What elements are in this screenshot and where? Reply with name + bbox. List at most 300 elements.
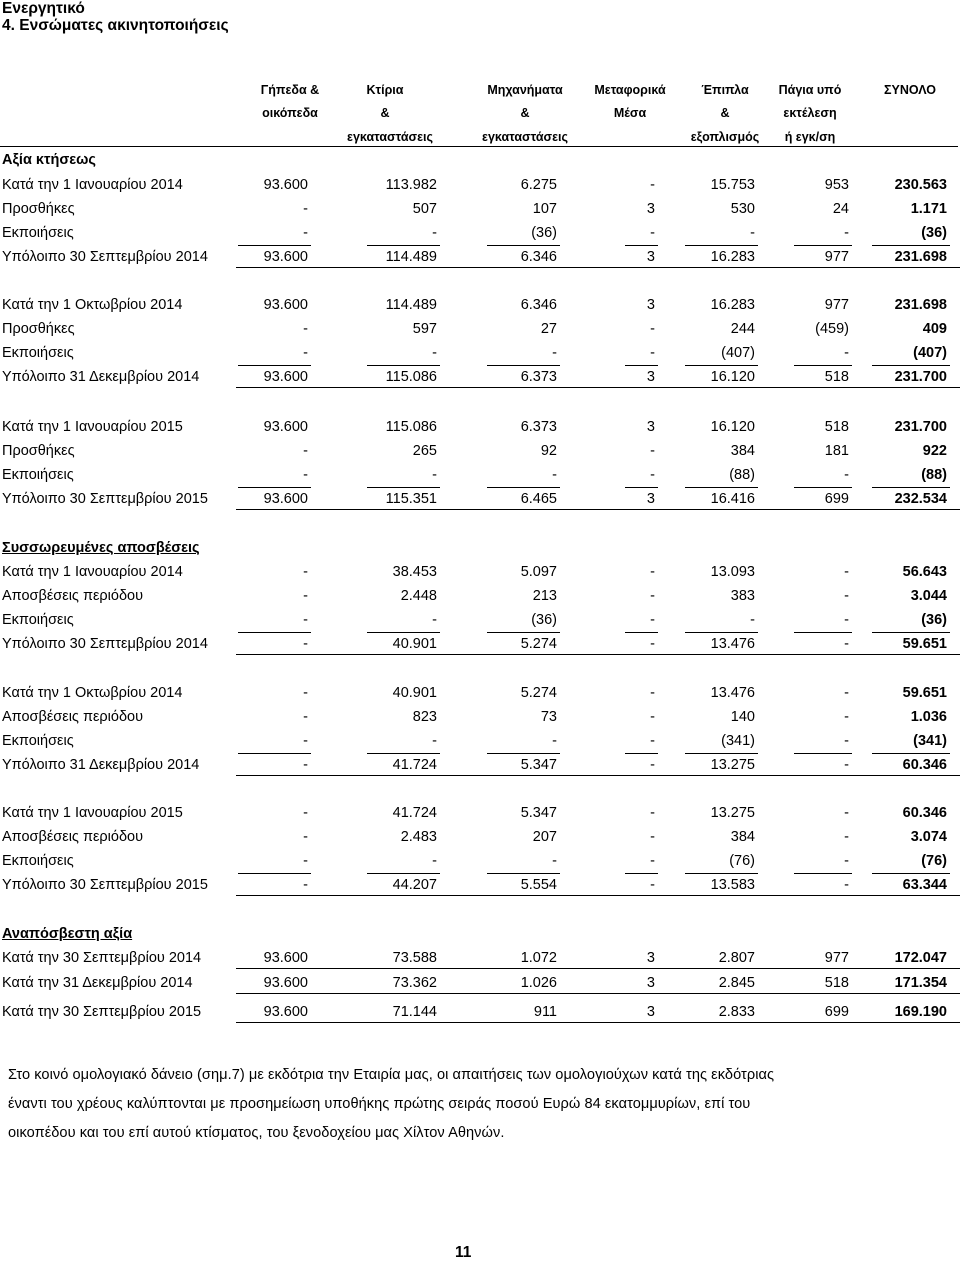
row-cell-value: 244 (730, 321, 755, 337)
row-cell-value: - (432, 345, 437, 361)
row-total-value: 1.171 (910, 201, 947, 217)
balance-rule (236, 509, 960, 510)
row-cell-value: - (303, 443, 308, 459)
subtotal-rule (367, 245, 440, 246)
subtotal-rule (487, 632, 560, 633)
table-row (0, 248, 960, 270)
row-cell-value: 911 (533, 1004, 557, 1020)
row-cell-value: 16.416 (710, 491, 755, 507)
row-cell-value: 73.588 (392, 950, 437, 966)
row-cell-value: - (303, 757, 308, 773)
row-cell-value: - (303, 877, 308, 893)
balance-rule (236, 654, 960, 655)
row-cell-value: 13.275 (710, 805, 755, 821)
row-cell-value: - (303, 225, 308, 241)
row-total-value: (36) (921, 225, 947, 241)
subtotal-rule (872, 873, 950, 874)
row-cell-value: 518 (824, 369, 849, 385)
row-total-value: 231.698 (894, 249, 947, 265)
row-cell-value: 41.724 (392, 757, 437, 773)
row-cell-value: 115.086 (385, 419, 437, 435)
row-cell-value: 40.901 (392, 636, 437, 652)
row-cell-value: 2.483 (400, 829, 437, 845)
subtotal-rule (872, 365, 950, 366)
row-cell-value: (407) (721, 345, 755, 361)
subtotal-rule (685, 753, 758, 754)
row-cell-value: - (303, 853, 308, 869)
row-cell-value: - (432, 225, 437, 241)
row-total-value: (88) (921, 467, 947, 483)
row-cell-value: (459) (815, 321, 849, 337)
row-cell-value: - (844, 733, 849, 749)
col-header-land-2: οικόπεδα (262, 106, 318, 120)
row-label: Αποσβέσεις περιόδου (2, 709, 144, 725)
row-total-value: 409 (922, 321, 947, 337)
row-cell-value: 41.724 (392, 805, 437, 821)
col-header-construction-3: ή εγκ/ση (784, 130, 836, 144)
row-label: Προσθήκες (2, 443, 75, 459)
row-cell-value: 13.275 (710, 757, 755, 773)
row-label: Αποσβέσεις περιόδου (2, 588, 144, 604)
row-total-value: 231.698 (894, 297, 947, 313)
section-net-book-heading: Αναπόσβεστη αξία (2, 926, 133, 942)
row-total-value: 3.044 (910, 588, 947, 604)
row-cell-value: - (303, 588, 308, 604)
row-cell-value: 384 (730, 829, 755, 845)
row-cell-value: 3 (646, 297, 655, 313)
subtotal-rule (685, 245, 758, 246)
row-cell-value: - (650, 177, 655, 193)
col-header-buildings-3: εγκαταστάσεις (347, 130, 433, 144)
row-cell-value: - (303, 201, 308, 217)
row-total-value: 56.643 (902, 564, 947, 580)
page-number: 11 (455, 1244, 472, 1261)
row-label: Κατά την 1 Οκτωβρίου 2014 (2, 297, 183, 313)
row-cell-value: - (844, 757, 849, 773)
row-cell-value: 40.901 (392, 685, 437, 701)
row-cell-value: 71.144 (392, 1004, 437, 1020)
row-cell-value: 3 (646, 419, 655, 435)
row-cell-value: 3 (646, 249, 655, 265)
row-cell-value: 3 (646, 975, 655, 991)
subtotal-rule (625, 873, 658, 874)
row-cell-value: - (432, 467, 437, 483)
row-cell-value: 213 (532, 588, 557, 604)
row-cell-value: - (650, 877, 655, 893)
col-header-vehicles-2: Μέσα (613, 106, 647, 120)
row-total-value: 60.346 (902, 805, 947, 821)
table-row (0, 442, 960, 464)
row-cell-value: 114.489 (385, 249, 437, 265)
row-label: Κατά την 1 Ιανουαρίου 2014 (2, 177, 183, 193)
subtotal-rule (685, 487, 758, 488)
subtotal-rule (625, 245, 658, 246)
col-header-buildings-2: & (380, 106, 390, 120)
row-cell-value: - (844, 709, 849, 725)
row-cell-value: 5.347 (520, 805, 557, 821)
row-total-value: 231.700 (894, 419, 947, 435)
note-line-3: οικοπέδου και του επί αυτού κτίσματος, του ξενοδοχείου μας Χίλτον Αθηνών. (8, 1125, 505, 1141)
table-row (0, 974, 960, 996)
row-cell-value: 3 (646, 369, 655, 385)
row-label: Κατά την 30 Σεπτεμβρίου 2015 (2, 1004, 202, 1020)
col-header-machinery-2: & (520, 106, 530, 120)
row-cell-value: 699 (824, 491, 849, 507)
row-cell-value: 38.453 (392, 564, 437, 580)
table-row (0, 635, 960, 657)
row-cell-value: 114.489 (385, 297, 437, 313)
table-row (0, 852, 960, 874)
table-row (0, 876, 960, 898)
page-heading-fixed-assets: 4. Ενσώματες ακινητοποιήσεις (2, 17, 229, 34)
balance-rule (236, 267, 960, 268)
row-cell-value: 3 (646, 1004, 655, 1020)
row-cell-value: 2.845 (718, 975, 755, 991)
row-cell-value: - (844, 877, 849, 893)
table-row (0, 490, 960, 512)
table-row (0, 708, 960, 730)
row-cell-value: 6.275 (520, 177, 557, 193)
row-cell-value: - (552, 733, 557, 749)
row-label: Κατά την 1 Ιανουαρίου 2015 (2, 805, 183, 821)
table-row (0, 1003, 960, 1025)
row-cell-value: 1.026 (520, 975, 557, 991)
row-total-value: 172.047 (894, 950, 947, 966)
subtotal-rule (367, 632, 440, 633)
subtotal-rule (238, 632, 311, 633)
col-header-machinery-3: εγκαταστάσεις (482, 130, 568, 144)
row-cell-value: 113.982 (385, 177, 437, 193)
row-cell-value: 13.476 (710, 685, 755, 701)
subtotal-rule (238, 873, 311, 874)
row-total-value: (341) (913, 733, 947, 749)
row-cell-value: 2.833 (718, 1004, 755, 1020)
row-cell-value: 93.600 (263, 297, 308, 313)
row-total-value: 230.563 (894, 177, 947, 193)
row-label: Εκποιήσεις (2, 225, 74, 241)
row-cell-value: 93.600 (263, 491, 308, 507)
subtotal-rule (625, 487, 658, 488)
row-cell-value: 16.283 (710, 297, 755, 313)
row-cell-value: - (650, 636, 655, 652)
row-cell-value: - (650, 564, 655, 580)
subtotal-rule (872, 632, 950, 633)
row-label: Κατά την 30 Σεπτεμβρίου 2014 (2, 950, 202, 966)
row-cell-value: - (844, 853, 849, 869)
subtotal-rule (487, 365, 560, 366)
row-cell-value: 3 (646, 201, 655, 217)
row-cell-value: - (844, 225, 849, 241)
row-cell-value: 93.600 (263, 1004, 308, 1020)
row-label: Εκποιήσεις (2, 612, 74, 628)
row-cell-value: 3 (646, 491, 655, 507)
subtotal-rule (794, 487, 852, 488)
table-row (0, 804, 960, 826)
row-label: Υπόλοιπο 30 Σεπτεμβρίου 2014 (2, 249, 208, 265)
subtotal-rule (794, 245, 852, 246)
subtotal-rule (794, 873, 852, 874)
row-cell-value: - (650, 685, 655, 701)
table-row (0, 344, 960, 366)
row-cell-value: 5.274 (520, 685, 557, 701)
row-cell-value: - (844, 636, 849, 652)
row-cell-value: 13.476 (710, 636, 755, 652)
subtotal-rule (685, 365, 758, 366)
subtotal-rule (367, 365, 440, 366)
row-cell-value: - (303, 345, 308, 361)
subtotal-rule (487, 245, 560, 246)
balance-rule (236, 968, 960, 969)
row-cell-value: 93.600 (263, 419, 308, 435)
row-label: Εκποιήσεις (2, 733, 74, 749)
note-line-2: έναντι του χρέους καλύπτονται με προσημείωση υποθήκης πρώτης σειράς ποσού Ευρώ 84 εκατομμυρίων, επί του (8, 1096, 751, 1112)
row-cell-value: 13.583 (710, 877, 755, 893)
row-cell-value: - (844, 345, 849, 361)
row-cell-value: 107 (532, 201, 557, 217)
row-total-value: 231.700 (894, 369, 947, 385)
row-cell-value: - (552, 467, 557, 483)
row-total-value: 922 (922, 443, 947, 459)
subtotal-rule (625, 365, 658, 366)
row-label: Εκποιήσεις (2, 345, 74, 361)
row-total-value: (76) (921, 853, 947, 869)
row-cell-value: - (750, 225, 755, 241)
row-cell-value: - (303, 564, 308, 580)
subtotal-rule (238, 753, 311, 754)
row-cell-value: - (750, 612, 755, 628)
row-cell-value: 977 (824, 297, 849, 313)
row-cell-value: 27 (540, 321, 557, 337)
balance-rule (236, 387, 960, 388)
row-label: Αποσβέσεις περιόδου (2, 829, 144, 845)
subtotal-rule (794, 365, 852, 366)
row-cell-value: 93.600 (263, 249, 308, 265)
row-cell-value: - (650, 805, 655, 821)
row-cell-value: - (844, 685, 849, 701)
row-label: Κατά την 1 Οκτωβρίου 2014 (2, 685, 183, 701)
row-label: Προσθήκες (2, 321, 75, 337)
row-cell-value: (341) (721, 733, 755, 749)
subtotal-rule (872, 245, 950, 246)
balance-rule (236, 775, 960, 776)
balance-rule (236, 1022, 960, 1023)
subtotal-rule (872, 753, 950, 754)
row-cell-value: 823 (412, 709, 437, 725)
row-cell-value: - (303, 733, 308, 749)
row-total-value: 232.534 (894, 491, 947, 507)
row-cell-value: 24 (832, 201, 849, 217)
table-row (0, 756, 960, 778)
section-cost-heading: Αξία κτήσεως (2, 152, 96, 168)
row-cell-value: - (650, 345, 655, 361)
row-cell-value: 44.207 (392, 877, 437, 893)
row-cell-value: 207 (532, 829, 557, 845)
subtotal-rule (367, 873, 440, 874)
table-row (0, 200, 960, 222)
row-cell-value: 92 (540, 443, 557, 459)
row-cell-value: - (650, 733, 655, 749)
row-cell-value: - (303, 321, 308, 337)
table-row (0, 828, 960, 850)
subtotal-rule (625, 753, 658, 754)
subtotal-rule (625, 632, 658, 633)
row-label: Υπόλοιπο 30 Σεπτεμβρίου 2015 (2, 877, 208, 893)
row-cell-value: - (303, 829, 308, 845)
subtotal-rule (487, 487, 560, 488)
subtotal-rule (685, 873, 758, 874)
row-cell-value: 5.274 (520, 636, 557, 652)
row-cell-value: (36) (531, 225, 557, 241)
subtotal-rule (794, 632, 852, 633)
row-total-value: (36) (921, 612, 947, 628)
row-cell-value: 73 (540, 709, 557, 725)
row-cell-value: - (303, 709, 308, 725)
row-cell-value: - (844, 829, 849, 845)
row-cell-value: 93.600 (263, 369, 308, 385)
col-header-furniture-1: Έπιπλα (701, 83, 749, 97)
table-row (0, 368, 960, 390)
row-cell-value: 93.600 (263, 975, 308, 991)
subtotal-rule (238, 245, 311, 246)
col-header-machinery-1: Μηχανήματα (487, 83, 563, 97)
row-cell-value: 383 (730, 588, 755, 604)
row-cell-value: 115.351 (385, 491, 437, 507)
row-cell-value: 2.448 (400, 588, 437, 604)
row-cell-value: - (303, 612, 308, 628)
row-total-value: 59.651 (902, 636, 947, 652)
subtotal-rule (685, 632, 758, 633)
section-depreciation-heading: Συσσωρευμένες αποσβέσεις (2, 540, 200, 556)
table-row (0, 320, 960, 342)
row-cell-value: 530 (730, 201, 755, 217)
row-cell-value: 6.465 (520, 491, 557, 507)
row-cell-value: - (844, 564, 849, 580)
note-line-1: Στο κοινό ομολογιακό δάνειο (σημ.7) με εκδότρια την Εταιρία μας, οι απαιτήσεις των ομολογιούχων κατά της εκδότριας (8, 1067, 775, 1083)
col-header-furniture-3: εξοπλισμός (690, 130, 760, 144)
page-heading-assets: Ενεργητικό (2, 0, 85, 17)
row-cell-value: 3 (646, 950, 655, 966)
row-cell-value: - (650, 829, 655, 845)
row-label: Υπόλοιπο 30 Σεπτεμβρίου 2015 (2, 491, 208, 507)
row-cell-value: - (650, 321, 655, 337)
row-cell-value: - (650, 709, 655, 725)
row-label: Εκποιήσεις (2, 853, 74, 869)
row-cell-value: - (650, 443, 655, 459)
row-cell-value: - (303, 636, 308, 652)
row-total-value: 1.036 (910, 709, 947, 725)
row-cell-value: 518 (824, 975, 849, 991)
row-label: Κατά την 1 Ιανουαρίου 2014 (2, 564, 183, 580)
subtotal-rule (794, 753, 852, 754)
row-cell-value: 1.072 (520, 950, 557, 966)
row-cell-value: 6.346 (520, 297, 557, 313)
row-total-value: 169.190 (894, 1004, 947, 1020)
table-row (0, 732, 960, 754)
row-cell-value: 384 (730, 443, 755, 459)
row-cell-value: - (432, 853, 437, 869)
row-cell-value: 6.346 (520, 249, 557, 265)
table-row (0, 949, 960, 971)
subtotal-rule (487, 753, 560, 754)
subtotal-rule (487, 873, 560, 874)
row-cell-value: 507 (412, 201, 437, 217)
row-cell-value: 5.097 (520, 564, 557, 580)
row-cell-value: 977 (824, 950, 849, 966)
row-cell-value: 16.120 (710, 419, 755, 435)
row-cell-value: - (432, 733, 437, 749)
row-cell-value: - (552, 345, 557, 361)
row-cell-value: 2.807 (718, 950, 755, 966)
row-cell-value: 13.093 (710, 564, 755, 580)
row-cell-value: 6.373 (520, 419, 557, 435)
table-row (0, 611, 960, 633)
row-cell-value: - (432, 612, 437, 628)
row-cell-value: 181 (824, 443, 849, 459)
row-cell-value: 16.283 (710, 249, 755, 265)
row-label: Εκποιήσεις (2, 467, 74, 483)
row-total-value: 171.354 (894, 975, 947, 991)
row-cell-value: 953 (824, 177, 849, 193)
row-cell-value: - (844, 612, 849, 628)
row-label: Προσθήκες (2, 201, 75, 217)
row-label: Υπόλοιπο 31 Δεκεμβρίου 2014 (2, 369, 200, 385)
subtotal-rule (367, 753, 440, 754)
row-cell-value: - (844, 588, 849, 604)
row-cell-value: - (650, 853, 655, 869)
row-cell-value: - (650, 588, 655, 604)
col-header-vehicles-1: Μεταφορικά (594, 83, 666, 97)
header-divider (0, 146, 958, 147)
row-label: Κατά την 1 Ιανουαρίου 2015 (2, 419, 183, 435)
row-cell-value: - (303, 685, 308, 701)
row-cell-value: - (303, 805, 308, 821)
subtotal-rule (238, 365, 311, 366)
subtotal-rule (238, 487, 311, 488)
row-cell-value: 6.373 (520, 369, 557, 385)
row-cell-value: - (303, 467, 308, 483)
row-cell-value: 93.600 (263, 950, 308, 966)
row-cell-value: 977 (824, 249, 849, 265)
row-cell-value: - (650, 225, 655, 241)
balance-rule (236, 993, 960, 994)
row-total-value: 63.344 (902, 877, 947, 893)
col-header-buildings-1: Κτίρια (366, 83, 404, 97)
row-label: Κατά την 31 Δεκεμβρίου 2014 (2, 975, 193, 991)
subtotal-rule (872, 487, 950, 488)
row-cell-value: 5.347 (520, 757, 557, 773)
table-row (0, 466, 960, 488)
row-cell-value: (36) (531, 612, 557, 628)
row-cell-value: 5.554 (520, 877, 557, 893)
subtotal-rule (367, 487, 440, 488)
note-paragraph (8, 1061, 908, 1148)
col-header-total: ΣΥΝΟΛΟ (884, 83, 936, 97)
row-cell-value: 93.600 (263, 177, 308, 193)
col-header-furniture-2: & (720, 106, 730, 120)
row-cell-value: - (650, 467, 655, 483)
row-cell-value: - (844, 467, 849, 483)
row-cell-value: (88) (729, 467, 755, 483)
balance-rule (236, 895, 960, 896)
table-row (0, 176, 960, 198)
row-cell-value: 115.086 (385, 369, 437, 385)
row-total-value: (407) (913, 345, 947, 361)
row-total-value: 3.074 (910, 829, 947, 845)
table-row (0, 224, 960, 246)
col-header-construction-1: Πάγια υπό (778, 83, 842, 97)
row-label: Υπόλοιπο 31 Δεκεμβρίου 2014 (2, 757, 200, 773)
table-row (0, 296, 960, 318)
